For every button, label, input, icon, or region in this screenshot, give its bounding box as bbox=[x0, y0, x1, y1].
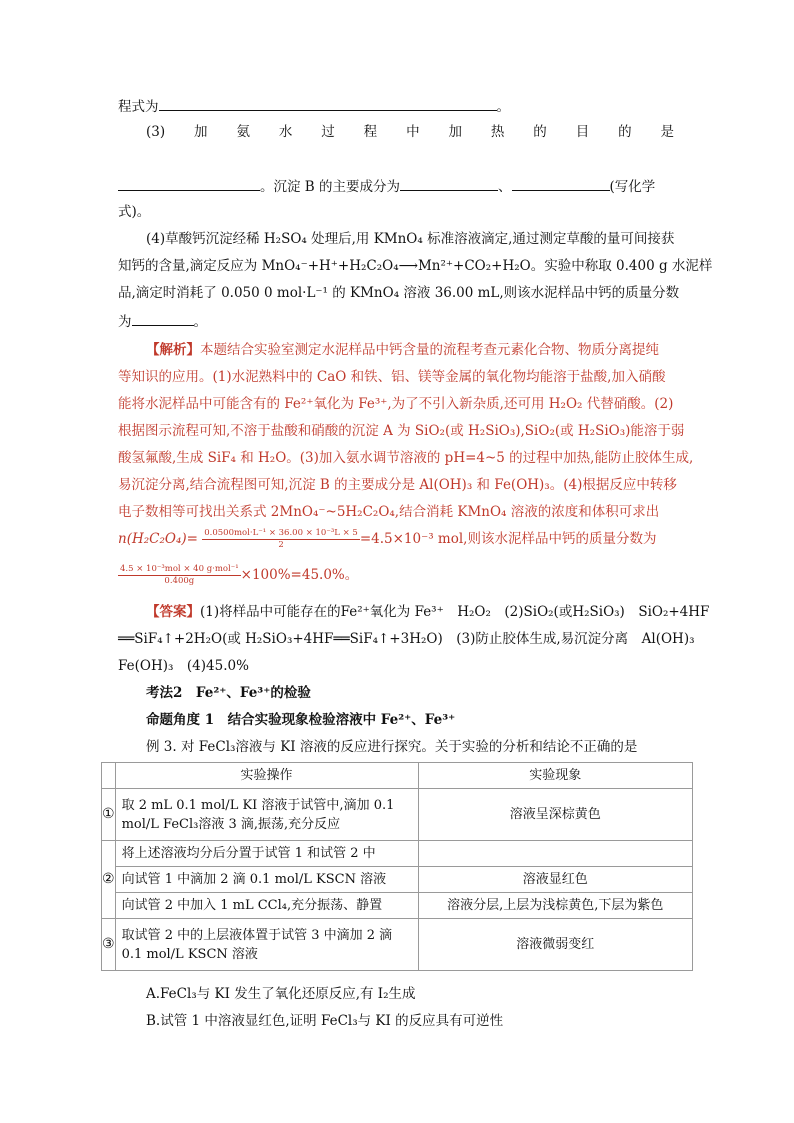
q4-line-4 bbox=[118, 311, 678, 331]
answer-blank bbox=[132, 311, 194, 326]
operation-cell: 将上述溶液均分后分置于试管 1 和试管 2 中 bbox=[115, 841, 418, 867]
operation-cell: 向试管 1 中滴加 2 滴 0.1 mol/L KSCN 溶液 bbox=[115, 867, 418, 893]
answer-line-2: ══SiF₄↑+2H₂O(或 H₂SiO₃+4HF══SiF₄↑+3H₂O) (3)防止胶体生成,易沉淀分离 Al(OH)₃ bbox=[118, 631, 695, 647]
q3-blank-line bbox=[118, 176, 678, 196]
phenomenon-cell: 溶液微弱变红 bbox=[418, 919, 692, 971]
fraction-denominator: 2 bbox=[278, 540, 284, 550]
fraction-numerator: 0.0500mol·L⁻¹ × 36.00 × 10⁻³L × 5 bbox=[204, 528, 358, 538]
q4-line-2: 知钙的含量,滴定反应为 MnO₄⁻+H⁺+H₂C₂O₄⟶Mn²⁺+CO₂+H₂O。实验中称取 0.400 g 水泥样 bbox=[118, 258, 713, 274]
q3-char: 程 bbox=[363, 124, 378, 140]
table-header-operation: 实验操作 bbox=[115, 763, 418, 789]
fraction bbox=[118, 564, 241, 587]
q3-char: 加 bbox=[448, 124, 462, 140]
row-number: ③ bbox=[102, 919, 116, 971]
row-number: ② bbox=[102, 841, 116, 919]
table-row bbox=[102, 867, 693, 893]
table-row bbox=[102, 841, 693, 867]
q3-end-line: 式)。 bbox=[118, 204, 151, 220]
analysis-line-6: 易沉淀分离,结合流程图可知,沉淀 B 的主要成分是 Al(OH)₃ 和 Fe(OH)₃。(4)根据反应中转移 bbox=[118, 477, 677, 493]
analysis-text: =4.5×10⁻³ mol,则该水泥样品中钙的质量分数为 bbox=[359, 531, 657, 547]
phenomenon-cell bbox=[418, 841, 692, 867]
answer-text: (1)将样品中可能存在的Fe²⁺氧化为 Fe³⁺ H₂O₂ (2)SiO₂(或H₂SiO₃) SiO₂+4HF bbox=[200, 604, 710, 620]
q2-tail-line bbox=[118, 96, 678, 116]
option-b: B.试管 1 中溶液显红色,证明 FeCl₃与 KI 的反应具有可逆性 bbox=[146, 1013, 504, 1029]
experiment-table bbox=[101, 762, 693, 971]
q4-line-3: 品,滴定时消耗了 0.050 0 mol·L⁻¹ 的 KMnO₄ 溶液 36.00 mL,则该水泥样品中钙的质量分数 bbox=[118, 285, 680, 301]
table-row bbox=[102, 893, 693, 919]
table-row bbox=[102, 789, 693, 841]
operation-cell: 取 2 mL 0.1 mol/L KI 溶液于试管中,滴加 0.1 mol/L FeCl₃溶液 3 滴,振荡,充分反应 bbox=[115, 789, 418, 841]
phenomenon-cell: 溶液显红色 bbox=[418, 867, 692, 893]
answer-blank bbox=[118, 176, 260, 191]
analysis-tag: 【解析】 bbox=[146, 342, 200, 358]
formula-lhs: n(H₂C₂O₄)= bbox=[118, 531, 198, 547]
q4-text: 。 bbox=[193, 314, 207, 330]
answer-tag: 【答案】 bbox=[146, 604, 200, 620]
table-row bbox=[102, 919, 693, 971]
q2-tail-end: 。 bbox=[496, 99, 510, 115]
q2-tail-text: 程式为 bbox=[118, 99, 159, 115]
fraction-denominator: 0.400g bbox=[164, 576, 195, 586]
answer-line-1 bbox=[146, 603, 710, 621]
q3-question-line bbox=[146, 123, 674, 141]
analysis-line-4: 根据图示流程可知,不溶于盐酸和硝酸的沉淀 A 为 SiO₂(或 H₂SiO₃),SiO₂(或 H₂SiO₃)能溶于弱 bbox=[118, 423, 685, 439]
table-header-phenomenon: 实验现象 bbox=[418, 763, 692, 789]
phenomenon-cell: 溶液呈深棕黄色 bbox=[418, 789, 692, 841]
q4-line-1: (4)草酸钙沉淀经稀 H₂SO₄ 处理后,用 KMnO₄ 标准溶液滴定,通过测定草酸的量可间接获 bbox=[146, 231, 675, 247]
analysis-text: ×100%=45.0%。 bbox=[240, 567, 359, 583]
q3-char: (3) bbox=[146, 124, 166, 140]
answer-blank bbox=[512, 176, 610, 191]
q3-text: (写化学 bbox=[609, 179, 656, 195]
method-heading: 考法2 Fe²⁺、Fe³⁺的检验 bbox=[146, 685, 311, 701]
analysis-line-9 bbox=[118, 564, 678, 594]
analysis-line-3: 能将水泥样品中可能含有的 Fe²⁺氧化为 Fe³⁺,为了不引入新杂质,还可用 H₂O₂ 代替硝酸。(2) bbox=[118, 396, 674, 412]
analysis-line-5: 酸氢氟酸,生成 SiF₄ 和 H₂O。(3)加入氨水调节溶液的 pH=4~5 的过程中加热,能防止胶体生成, bbox=[118, 450, 694, 466]
q3-char: 是 bbox=[660, 124, 674, 140]
table-header-row bbox=[102, 763, 693, 789]
q3-char: 氨 bbox=[236, 124, 250, 140]
q3-char: 的 bbox=[533, 124, 547, 140]
q4-text: 为 bbox=[118, 314, 132, 330]
analysis-line-1 bbox=[146, 341, 706, 359]
table-cell bbox=[102, 763, 116, 789]
q3-char: 加 bbox=[194, 124, 208, 140]
example-stem: 例 3. 对 FeCl₃溶液与 KI 溶液的反应进行探究。关于实验的分析和结论不正确的是 bbox=[146, 739, 638, 755]
angle-heading: 命题角度 1 结合实验现象检验溶液中 Fe²⁺、Fe³⁺ bbox=[146, 712, 456, 728]
fraction-numerator: 4.5 × 10⁻³mol × 40 g·mol⁻¹ bbox=[120, 564, 239, 574]
q3-text: 。沉淀 B 的主要成分为 bbox=[260, 179, 401, 195]
option-a: A.FeCl₃与 KI 发生了氧化还原反应,有 I₂生成 bbox=[146, 986, 416, 1002]
q3-char: 中 bbox=[406, 124, 420, 140]
analysis-text: 本题结合实验室测定水泥样品中钙含量的流程考查元素化合物、物质分离提纯 bbox=[200, 342, 659, 358]
analysis-line-7: 电子数相等可找出关系式 2MnO₄⁻~5H₂C₂O₄,结合消耗 KMnO₄ 溶液的浓度和体积可求出 bbox=[118, 504, 660, 520]
fraction bbox=[202, 528, 360, 551]
row-number: ① bbox=[102, 789, 116, 841]
q3-text: 、 bbox=[498, 179, 512, 195]
answer-line-3: Fe(OH)₃ (4)45.0% bbox=[118, 658, 249, 674]
phenomenon-cell: 溶液分层,上层为浅棕黄色,下层为紫色 bbox=[418, 893, 692, 919]
q3-char: 水 bbox=[278, 124, 293, 140]
q3-char: 热 bbox=[490, 124, 505, 140]
operation-cell: 向试管 2 中加入 1 mL CCl₄,充分振荡、静置 bbox=[115, 893, 418, 919]
answer-blank bbox=[159, 96, 497, 111]
operation-cell: 取试管 2 中的上层液体置于试管 3 中滴加 2 滴 0.1 mol/L KSCN 溶液 bbox=[115, 919, 418, 971]
analysis-line-8 bbox=[118, 528, 678, 558]
analysis-line-2: 等知识的应用。(1)水泥熟料中的 CaO 和铁、铝、镁等金属的氧化物均能溶于盐酸,加入硝酸 bbox=[118, 369, 666, 385]
q3-char: 过 bbox=[321, 124, 335, 140]
answer-blank bbox=[400, 176, 498, 191]
q3-char: 目 bbox=[575, 124, 590, 140]
q3-char: 的 bbox=[618, 124, 632, 140]
